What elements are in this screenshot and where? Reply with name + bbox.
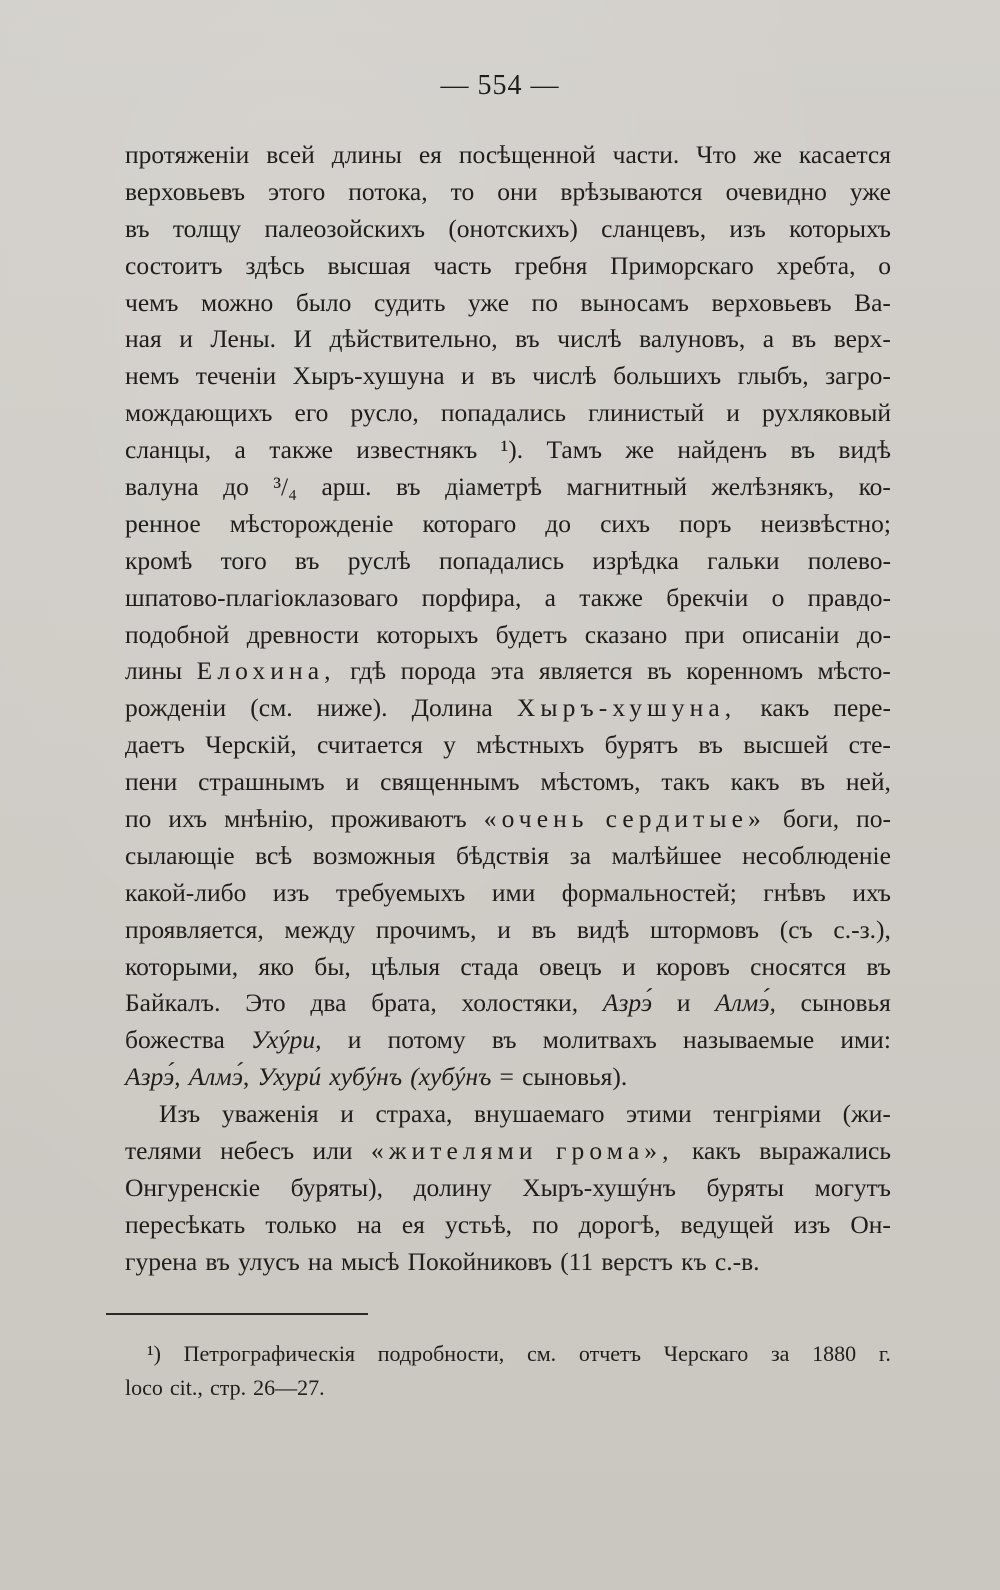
text-line: въ толщу палеозойскихъ (онотскихъ) сланцевъ, изъ которыхъ: [125, 213, 891, 243]
text-line: ная и Лены. И дѣйствительно, въ числѣ валуновъ, а въ верх-: [125, 324, 891, 354]
text-line: гурена въ улусъ на мысѣ Покойниковъ (11 верстъ къ с.-в.: [125, 1246, 760, 1276]
text-line: пересѣкать только на ея устьѣ, по дорогѣ, ведущей изъ Он-: [125, 1209, 891, 1239]
text-line: божества Ухýри, и потому въ молитвахъ называемые ими:: [125, 1025, 891, 1055]
text-line: подобной древности которыхъ будетъ сказано при описаніи до-: [125, 619, 891, 649]
text-line: пени страшнымъ и священнымъ мѣстомъ, такъ какъ въ ней,: [125, 767, 891, 797]
text-line: лины Елохина, гдѣ порода эта является въ коренномъ мѣсто-: [125, 656, 891, 686]
text-line: по ихъ мнѣнію, проживаютъ «очень сердитые» боги, по-: [125, 804, 891, 834]
text-line: телями небесъ или «жителями грома», какъ выражались: [125, 1136, 891, 1166]
text-line: немъ теченіи Хыръ-хушуна и въ числѣ большихъ глыбъ, загро-: [125, 361, 891, 391]
text-line: валуна до ³/₄ арш. въ діаметрѣ магнитный желѣзнякъ, ко-: [125, 472, 891, 502]
text-line: даетъ Черскій, считается у мѣстныхъ бурятъ въ высшей сте-: [125, 730, 891, 760]
body-text: [125, 137, 891, 1281]
footnote-line: loco cit., стр. 26—27.: [125, 1375, 325, 1400]
text-line: сылающіе всѣ возможныя бѣдствія за малѣйшее несоблюденіе: [125, 840, 891, 870]
text-line: чемъ можно было судить уже по выносамъ верховьевъ Ва-: [125, 287, 891, 317]
text-line: Байкалъ. Это два брата, холостяки, Азрэ́ и Алмэ́, сыновья: [125, 988, 891, 1018]
text-line: рожденіи (см. ниже). Долина Хыръ-хушуна, какъ пере-: [125, 693, 891, 723]
text-line: Азрэ́, Алмэ́, Ухурú хубýнъ (хубýнъ = сыновья).: [125, 1062, 628, 1092]
text-line: ренное мѣсторожденіе котораго до сихъ поръ неизвѣстно;: [125, 508, 891, 538]
footnote-line: ¹) Петрографическія подробности, см. отчетъ Черскаго за 1880 г.: [147, 1341, 891, 1366]
text-line: верховьевъ этого потока, то они врѣзываются очевидно уже: [125, 176, 891, 206]
text-line: проявляется, между прочимъ, и въ видѣ штормовъ (съ с.-з.),: [125, 914, 891, 944]
text-line: Онгуренскіе буряты), долину Хыръ-хушýнъ буряты могутъ: [125, 1172, 891, 1202]
text-line: протяженіи всей длины ея посѣщенной части. Что же касается: [125, 140, 891, 169]
text-line: какой-либо изъ требуемыхъ ими формальностей; гнѣвъ ихъ: [125, 877, 891, 907]
text-line: кромѣ того въ руслѣ попадались изрѣдка гальки полево-: [125, 545, 891, 575]
text-line: которыми, яко бы, цѣлыя стада овецъ и коровъ сносятся въ: [125, 951, 891, 981]
text-line: шпатово-плагіоклазоваго порфира, а также брекчіи о правдо-: [125, 582, 891, 612]
text-line: Изъ уваженія и страха, внушаемаго этими тенгріями (жи-: [159, 1099, 891, 1129]
page-number: — 554 —: [440, 70, 560, 101]
footnote-rule: [106, 1313, 368, 1315]
text-line: мождающихъ его русло, попадались глинистый и рухляковый: [125, 398, 891, 428]
text-line: сланцы, а также известнякъ ¹). Тамъ же найденъ въ видѣ: [125, 435, 891, 465]
footnote: [125, 1337, 891, 1405]
text-line: состоитъ здѣсь высшая часть гребня Приморскаго хребта, о: [125, 250, 891, 280]
